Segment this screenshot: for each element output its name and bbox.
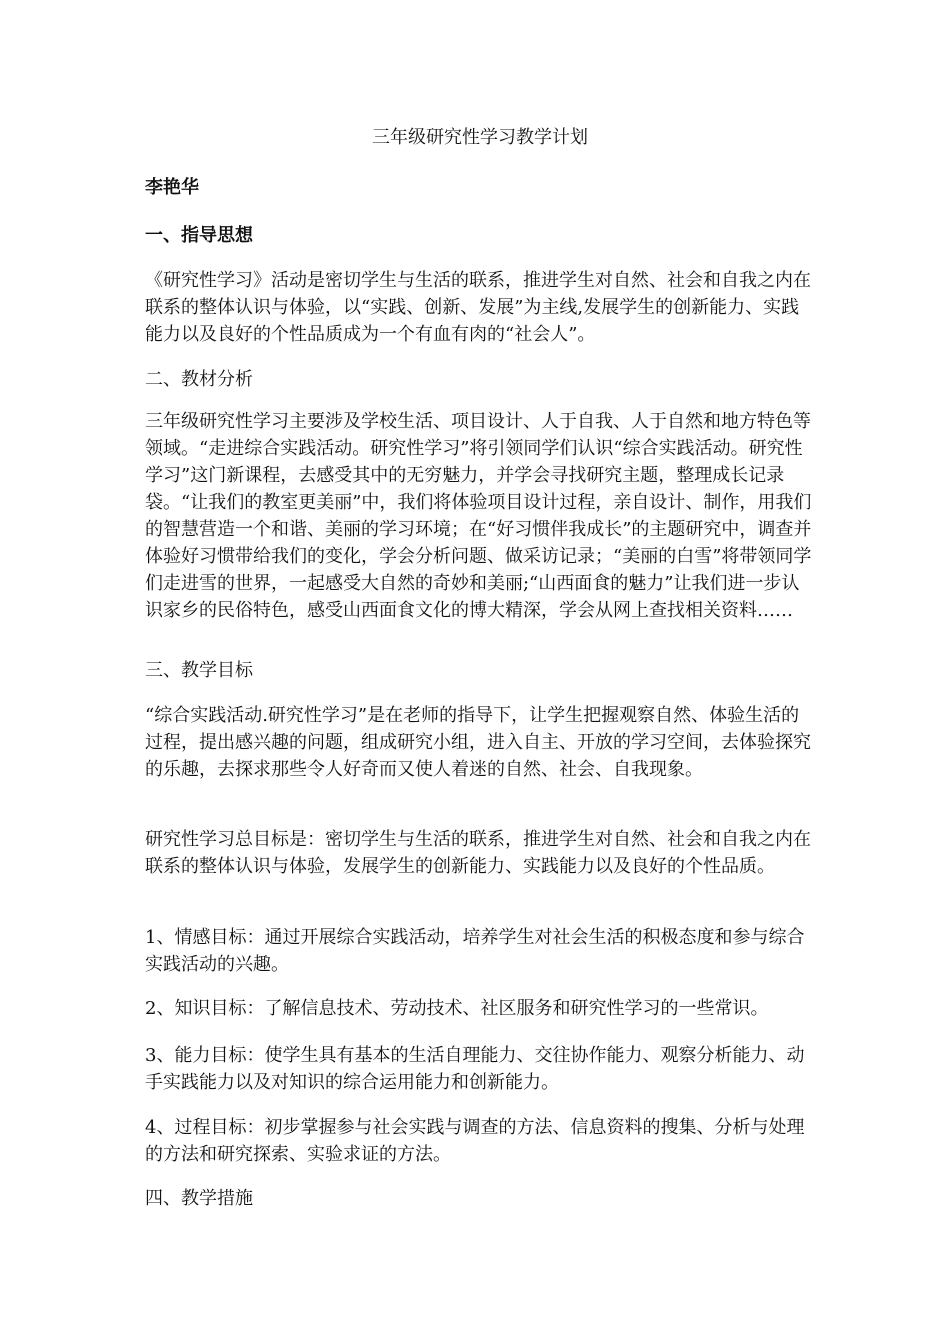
paragraph-goal-ability: 3、能力目标：使学生具有基本的生活自理能力、交往协作能力、观察分析能力、动手实践能力以及对知识的综合运用能力和创新能力。	[145, 1045, 805, 1093]
paragraph-material-analysis: 三年级研究性学习主要涉及学校生活、项目设计、人于自我、人于自然和地方特色等领域。“走进综合实践活动。研究性学习”将引领同学们认识“综合实践活动。研究性学习”这门新课程，去感受其中的无穷魅力，并学会寻找研究主题，整理成长记录袋。“让我们的教室更美丽”中，我们将体验项目设计过程，亲自设计、制作，用我们的智慧营造一个和谐、美丽的学习环境；在“好习惯伴我成长”的主题研究中，调查并体验好习惯带给我们的变化，学会分析问题、做采访记录；“美丽的白雪”将带领同学们走进雪的世界，一起感受大自然的奇妙和美丽;“山西面食的魅力”让我们进一步认识家乡的民俗特色，感受山西面食文化的博大精深，学会从网上查找相关资料……	[145, 411, 812, 621]
paragraph-goal-process: 4、过程目标：初步掌握参与社会实践与调查的方法、信息资料的搜集、分析与处理的方法和研究探索、实验求证的方法。	[145, 1117, 805, 1165]
document-title: 三年级研究性学习教学计划	[372, 127, 588, 148]
section-heading-teaching-goals: 三、教学目标	[145, 660, 253, 681]
paragraph-goal-emotion: 1、情感目标：通过开展综合实践活动，培养学生对社会生活的积极态度和参与综合实践活动的兴趣。	[145, 927, 805, 975]
paragraph-guiding-thought: 《研究性学习》活动是密切学生与生活的联系，推进学生对自然、社会和自我之内在联系的整体认识与体验，以“实践、创新、发展”为主线,发展学生的创新能力、实践能力以及良好的个性品质成为一个有血有肉的“社会人”。	[145, 270, 811, 345]
section-heading-teaching-measures: 四、教学措施	[145, 1188, 253, 1209]
section-heading-material-analysis: 二、教材分析	[145, 369, 253, 390]
author-name: 李艳华	[145, 177, 199, 198]
paragraph-overall-goal: 研究性学习总目标是：密切学生与生活的联系，推进学生对自然、社会和自我之内在联系的整体认识与体验，发展学生的创新能力、实践能力以及良好的个性品质。	[145, 829, 811, 877]
paragraph-goals-intro: “综合实践活动.研究性学习”是在老师的指导下，让学生把握观察自然、体验生活的过程，提出感兴趣的问题，组成研究小组，进入自主、开放的学习空间，去体验探究的乐趣，去探求那些令人好奇而又使人着迷的自然、社会、自我现象。	[145, 705, 811, 780]
paragraph-goal-knowledge: 2、知识目标：了解信息技术、劳动技术、社区服务和研究性学习的一些常识。	[145, 998, 769, 1019]
section-heading-guiding-thought: 一、指导思想	[145, 225, 253, 246]
